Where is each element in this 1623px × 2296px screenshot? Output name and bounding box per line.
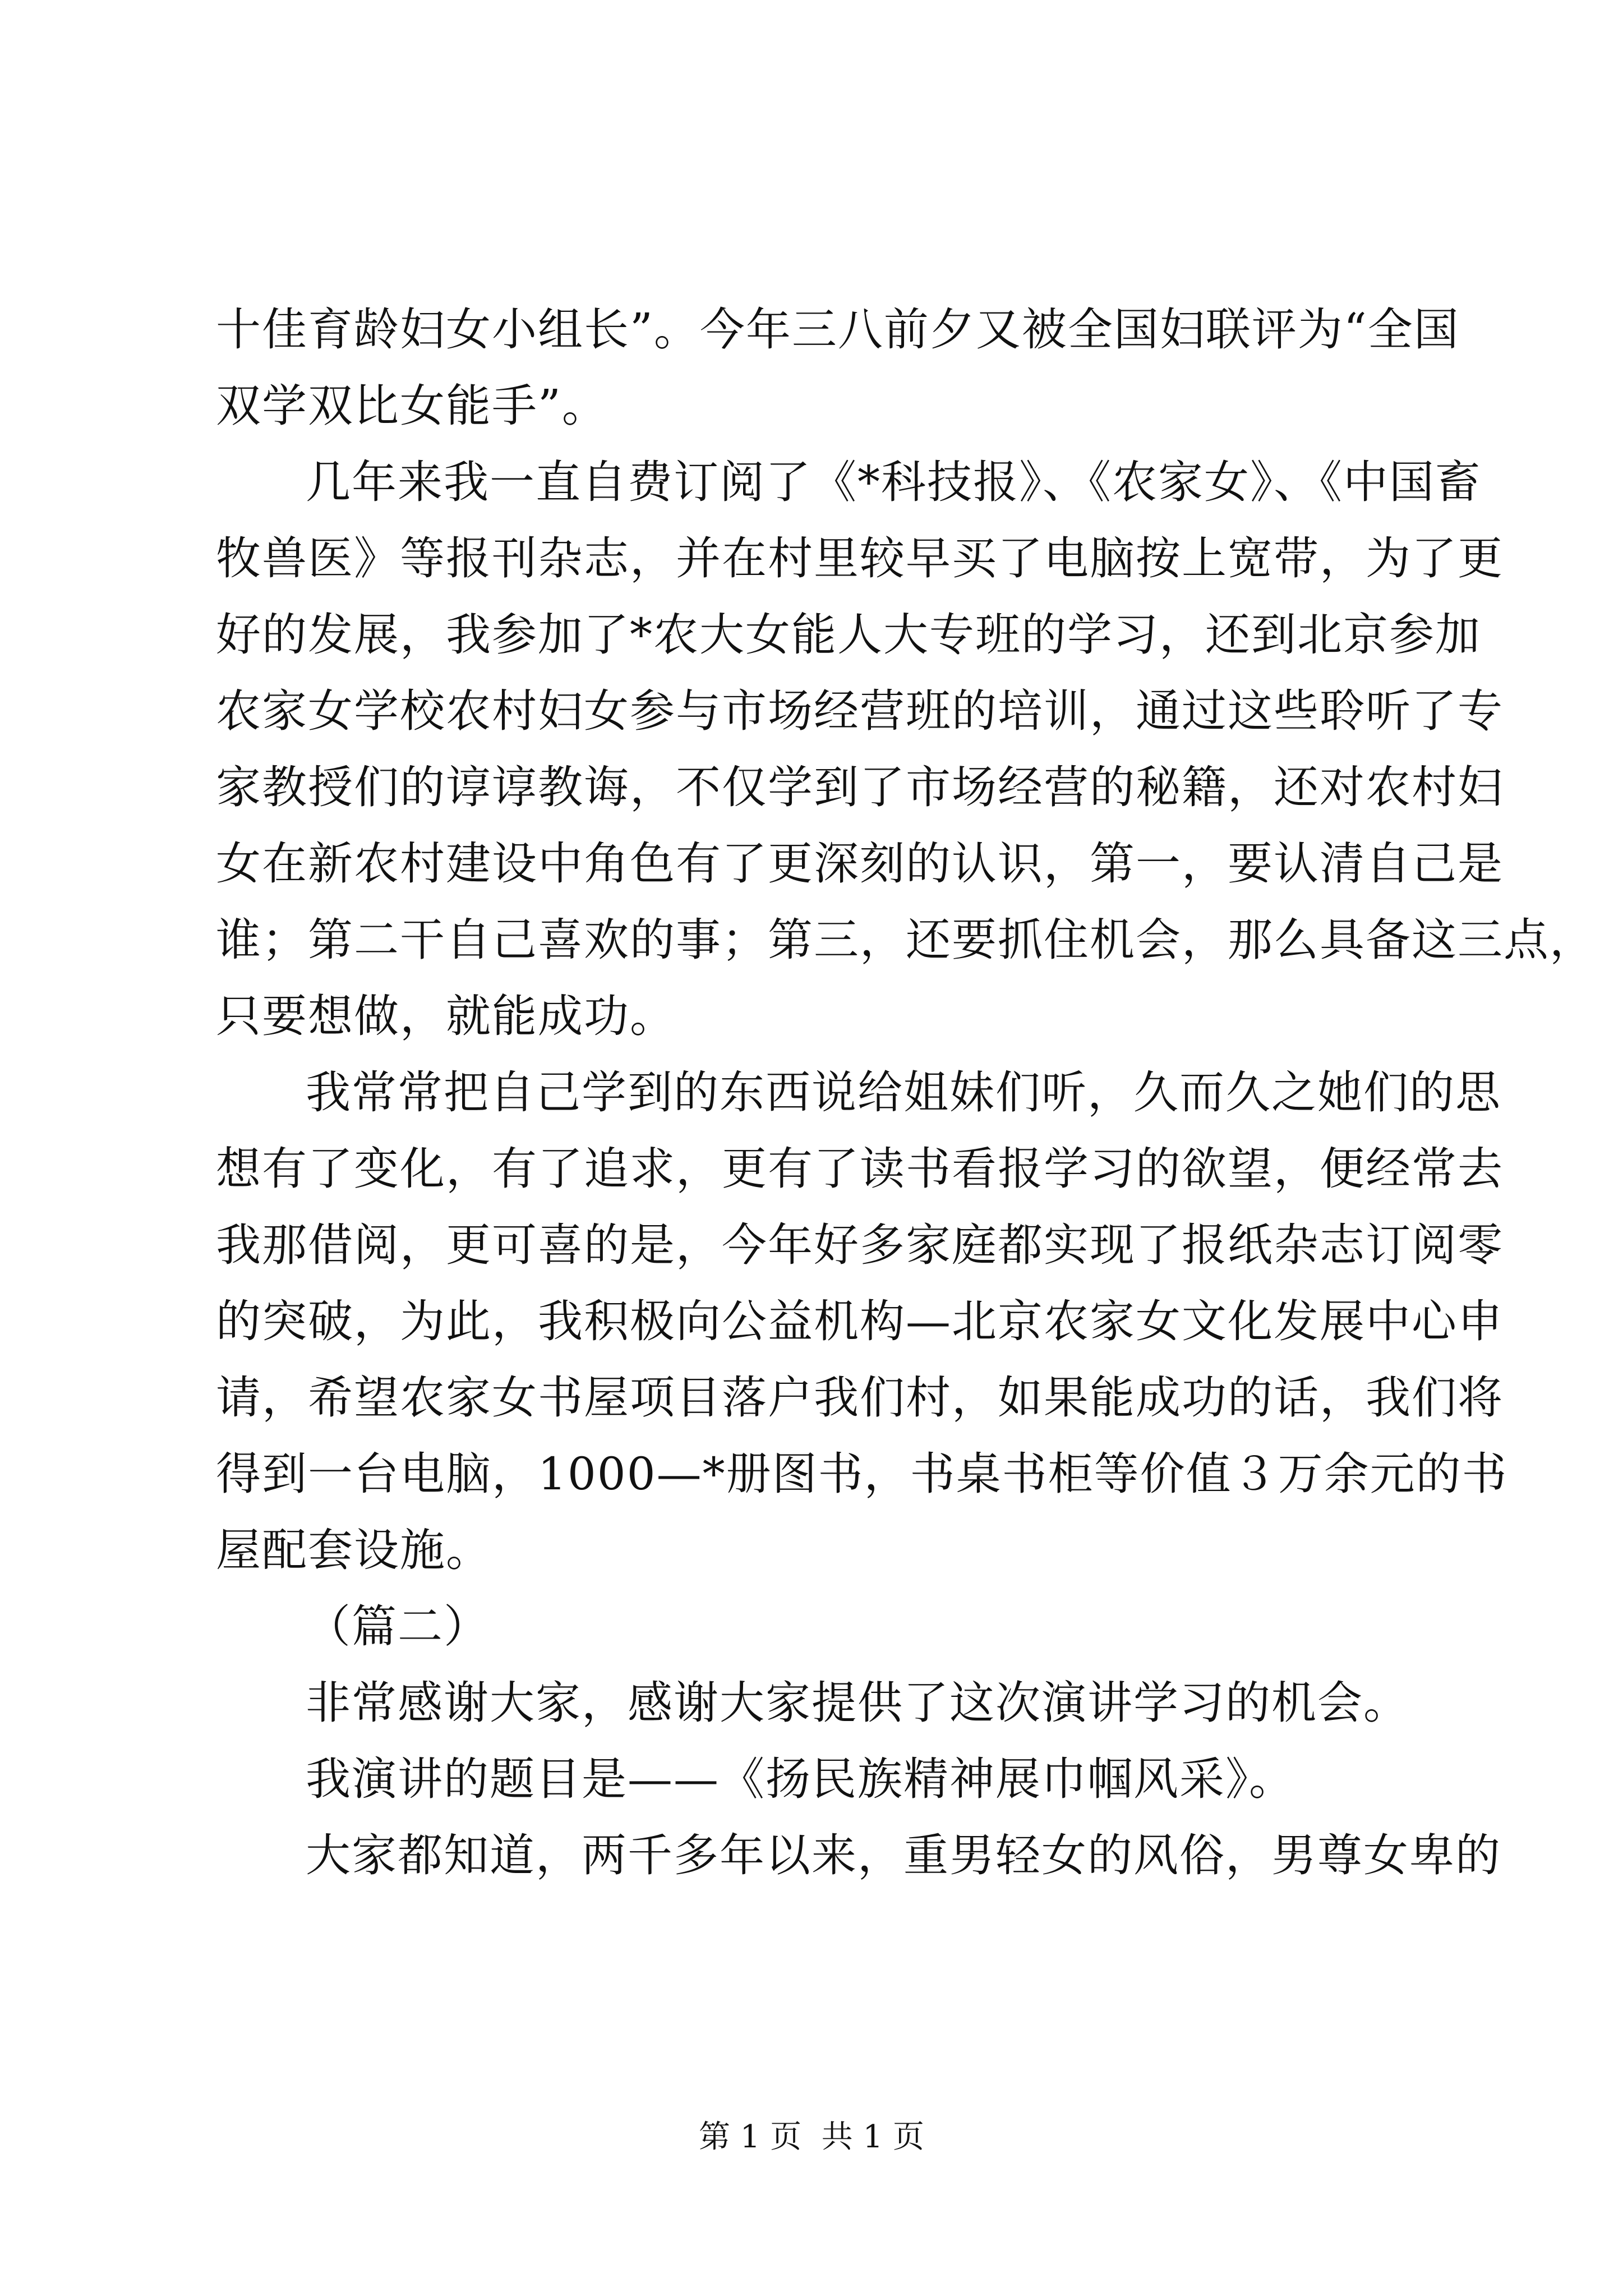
text-line: 双学双比女能手”。 <box>216 380 608 432</box>
paragraph-start-line: 大家都知道，两千多年以来，重男轻女的风俗，男尊女卑的 <box>306 1829 1501 1881</box>
text-line: 屋配套设施。 <box>216 1524 492 1576</box>
paragraph-start-line: 几年来我一直自费订阅了《*科技报》、《农家女》、《中国畜 <box>306 456 1481 508</box>
section-heading: （篇二） <box>306 1600 490 1653</box>
text-line: 牧兽医》等报刊杂志，并在村里较早买了电脑按上宽带，为了更 <box>216 532 1504 585</box>
text-line: 十佳育龄妇女小组长”。今年三八前夕又被全国妇联评为“全国 <box>216 303 1460 356</box>
paragraph-start-line: 我演讲的题目是——《扬民族精神展巾帼风采》。 <box>306 1753 1295 1805</box>
text-line: 请，希望农家女书屋项目落户我们村，如果能成功的话，我们将 <box>216 1372 1504 1424</box>
text-line: 想有了变化，有了追求，更有了读书看报学习的欲望，便经常去 <box>216 1143 1504 1195</box>
text-line: 谁；第二干自己喜欢的事；第三，还要抓住机会，那么具备这三点， <box>216 914 1596 966</box>
text-line: 的突破，为此，我积极向公益机构—北京农家女文化发展中心申 <box>216 1295 1504 1347</box>
text-line: 农家女学校农村妇女参与市场经营班的培训，通过这些聆听了专 <box>216 685 1504 737</box>
text-line: 女在新农村建设中角色有了更深刻的认识，第一，要认清自己是 <box>216 838 1504 890</box>
text-line: 只要想做，就能成功。 <box>216 990 676 1042</box>
text-line: 好的发展，我参加了*农大女能人大专班的学习，还到北京参加 <box>216 609 1481 661</box>
text-line: 得到一台电脑，1000—*册图书，书桌书柜等价值３万余元的书 <box>216 1448 1508 1500</box>
page-number-footer: 第 1 页 共 1 页 <box>698 2119 925 2155</box>
text-line: 家教授们的谆谆教诲，不仅学到了市场经营的秘籍，还对农村妇 <box>216 761 1504 813</box>
paragraph-start-line: 非常感谢大家，感谢大家提供了这次演讲学习的机会。 <box>306 1677 1409 1729</box>
text-line: 我那借阅，更可喜的是，今年好多家庭都实现了报纸杂志订阅零 <box>216 1219 1504 1271</box>
document-body <box>216 292 1596 1894</box>
paragraph-start-line: 我常常把自己学到的东西说给姐妹们听，久而久之她们的思 <box>306 1066 1501 1119</box>
